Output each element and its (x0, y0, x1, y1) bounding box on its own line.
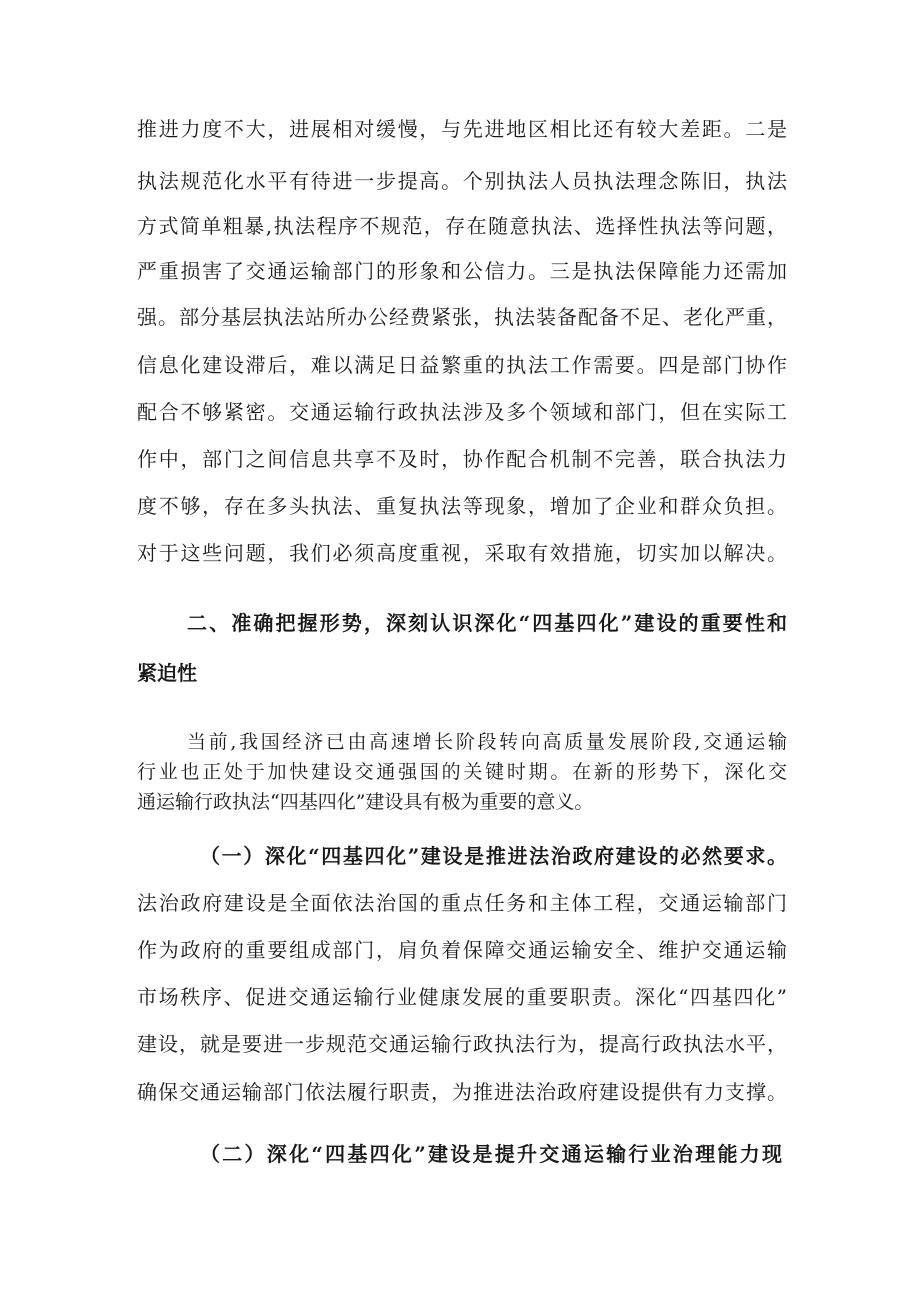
section-heading-continued: 紧迫性 (137, 661, 197, 685)
paragraph-line: 执法规范化水平有待进一步提高。个别执法人员执法理念陈旧，执法 (137, 169, 787, 193)
paragraph-line: 确保交通运输部门依法履行职责，为推进法治政府建设提供有力支撑。 (137, 1080, 787, 1104)
paragraph-line: 市场秩序、促进交通运输行业健康发展的重要职责。深化“四基四化” (137, 985, 787, 1009)
section-heading: 二、准确把握形势，深刻认识深化“四基四化”建设的重要性和 (187, 611, 787, 635)
paragraph-line: 建设，就是要进一步规范交通运输行政执法行为，提高行政执法水平， (137, 1032, 787, 1056)
paragraph-line: 行业也正处于加快建设交通强国的关键时期。在新的形势下，深化交 (137, 761, 787, 783)
paragraph-line: 强。部分基层执法站所办公经费紧张，执法装备配备不足、老化严重， (137, 305, 787, 329)
paragraph-line: 通运输行政执法“四基四化”建设具有极为重要的意义。 (137, 791, 594, 813)
paragraph-line: 当前,我国经济已由高速增长阶段转向高质量发展阶段,交通运输 (187, 731, 787, 753)
paragraph-line: 严重损害了交通运输部门的形象和公信力。三是执法保障能力还需加 (137, 259, 787, 283)
paragraph-line: 推进力度不大，进展相对缓慢，与先进地区相比还有较大差距。二是 (137, 117, 787, 141)
paragraph-line: 信息化建设滞后，难以满足日益繁重的执法工作需要。四是部门协作 (137, 353, 787, 377)
paragraph-line: 法治政府建设是全面依法治国的重点任务和主体工程，交通运输部门 (137, 891, 787, 915)
subsection-heading: （二）深化“四基四化”建设是提升交通运输行业治理能力现 (200, 1142, 782, 1166)
paragraph-line: 作为政府的重要组成部门，肩负着保障交通运输安全、维护交通运输 (137, 938, 787, 962)
paragraph-line: 配合不够紧密。交通运输行政执法涉及多个领域和部门，但在实际工 (137, 400, 787, 424)
subsection-heading: （一）深化“四基四化”建设是推进法治政府建设的必然要求。 (200, 844, 787, 868)
paragraph-line: 作中，部门之间信息共享不及时，协作配合机制不完善，联合执法力 (137, 447, 787, 471)
paragraph-line: 对于这些问题，我们必须高度重视，采取有效措施，切实加以解决。 (137, 541, 787, 565)
paragraph-line: 方式简单粗暴,执法程序不规范，存在随意执法、选择性执法等问题， (137, 214, 787, 238)
paragraph-line: 度不够，存在多头执法、重复执法等现象，增加了企业和群众负担。 (137, 494, 787, 518)
